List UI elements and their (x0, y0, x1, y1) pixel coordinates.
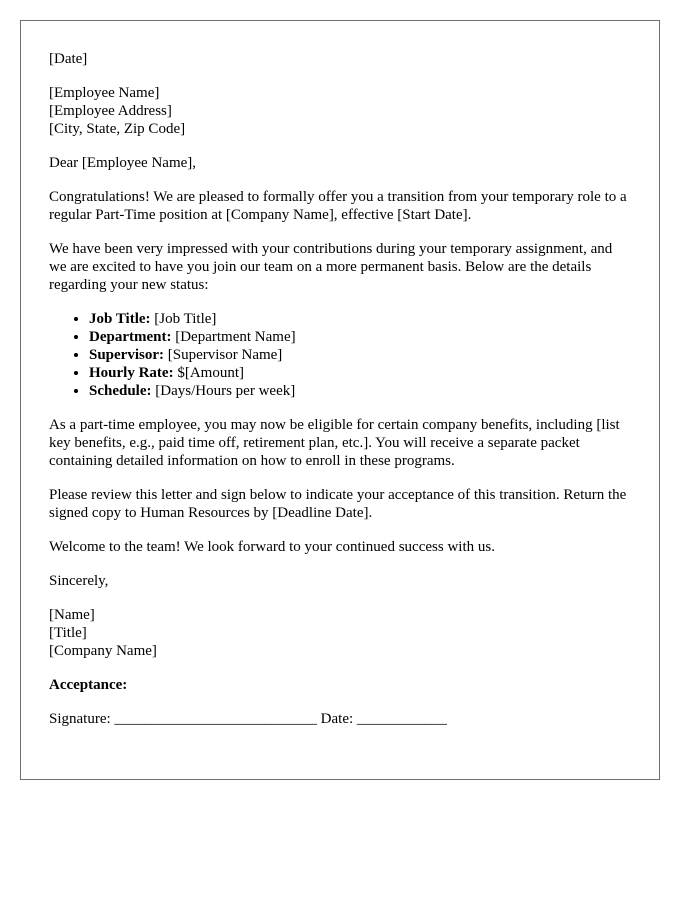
detail-item-hourly-rate (89, 364, 631, 382)
salutation-block (49, 154, 631, 172)
salutation: Dear [Employee Name], (49, 155, 197, 171)
detail-value: $[Amount] (173, 365, 244, 381)
detail-value: [Job Title] (150, 311, 217, 327)
detail-item-schedule (89, 382, 631, 400)
detail-value: [Department Name] (171, 329, 296, 345)
offer-letter (20, 20, 660, 780)
recipient-name: [Employee Name] (49, 85, 160, 101)
welcome-paragraph: Welcome to the team! We look forward to your continued success with us. (49, 539, 495, 555)
signer-block (49, 606, 631, 660)
recipient-address-block (49, 84, 631, 138)
detail-label: Department: (89, 329, 172, 345)
date-blank: ____________ (356, 711, 447, 727)
detail-value: [Days/Hours per week] (151, 383, 296, 399)
signature-line (49, 710, 631, 728)
recipient-city-state-zip: [City, State, Zip Code] (49, 121, 186, 137)
signature-block (49, 710, 631, 728)
detail-item-job-title (89, 310, 631, 328)
closing: Sincerely, (49, 573, 109, 589)
acceptance-heading-block (49, 676, 631, 694)
signer-company: [Company Name] (49, 643, 157, 659)
detail-label: Supervisor: (89, 347, 164, 363)
impression-paragraph: We have been very impressed with your contributions during your temporary assignment, and we are excited to have you join our team on a more permanent basis. Below are the details regarding your new status: (49, 241, 613, 293)
review-paragraph-block (49, 486, 631, 522)
closing-block (49, 572, 631, 590)
intro-paragraph: Congratulations! We are pleased to formally offer you a transition from your temporary role to a regular Part-Time position at [Company Name], effective [Start Date]. (49, 189, 627, 223)
detail-label: Schedule: (89, 383, 152, 399)
acceptance-heading: Acceptance: (49, 677, 128, 693)
detail-item-department (89, 328, 631, 346)
benefits-paragraph: As a part-time employee, you may now be eligible for certain company benefits, including [list key benefits, e.g., paid time off, retirement plan, etc.]. You will receive a separate packet containing detailed information on how to enroll in these programs. (49, 417, 620, 469)
date-label: Date: (320, 711, 354, 727)
benefits-paragraph-block (49, 416, 631, 470)
letter-date: [Date] (49, 51, 88, 67)
intro-paragraph-block (49, 188, 631, 224)
detail-label: Hourly Rate: (89, 365, 174, 381)
signer-title: [Title] (49, 625, 87, 641)
signature-blank: ___________________________ (114, 711, 317, 727)
position-details-list (49, 310, 631, 400)
detail-item-supervisor (89, 346, 631, 364)
date-block (49, 50, 631, 68)
signer-name: [Name] (49, 607, 95, 623)
welcome-paragraph-block (49, 538, 631, 556)
impression-paragraph-block (49, 240, 631, 294)
recipient-address: [Employee Address] (49, 103, 172, 119)
signature-label: Signature: (49, 711, 111, 727)
review-paragraph: Please review this letter and sign below to indicate your acceptance of this transition. Return the signed copy to Human Resources by [Deadline Date]. (49, 487, 627, 521)
detail-label: Job Title: (89, 311, 151, 327)
detail-value: [Supervisor Name] (164, 347, 283, 363)
